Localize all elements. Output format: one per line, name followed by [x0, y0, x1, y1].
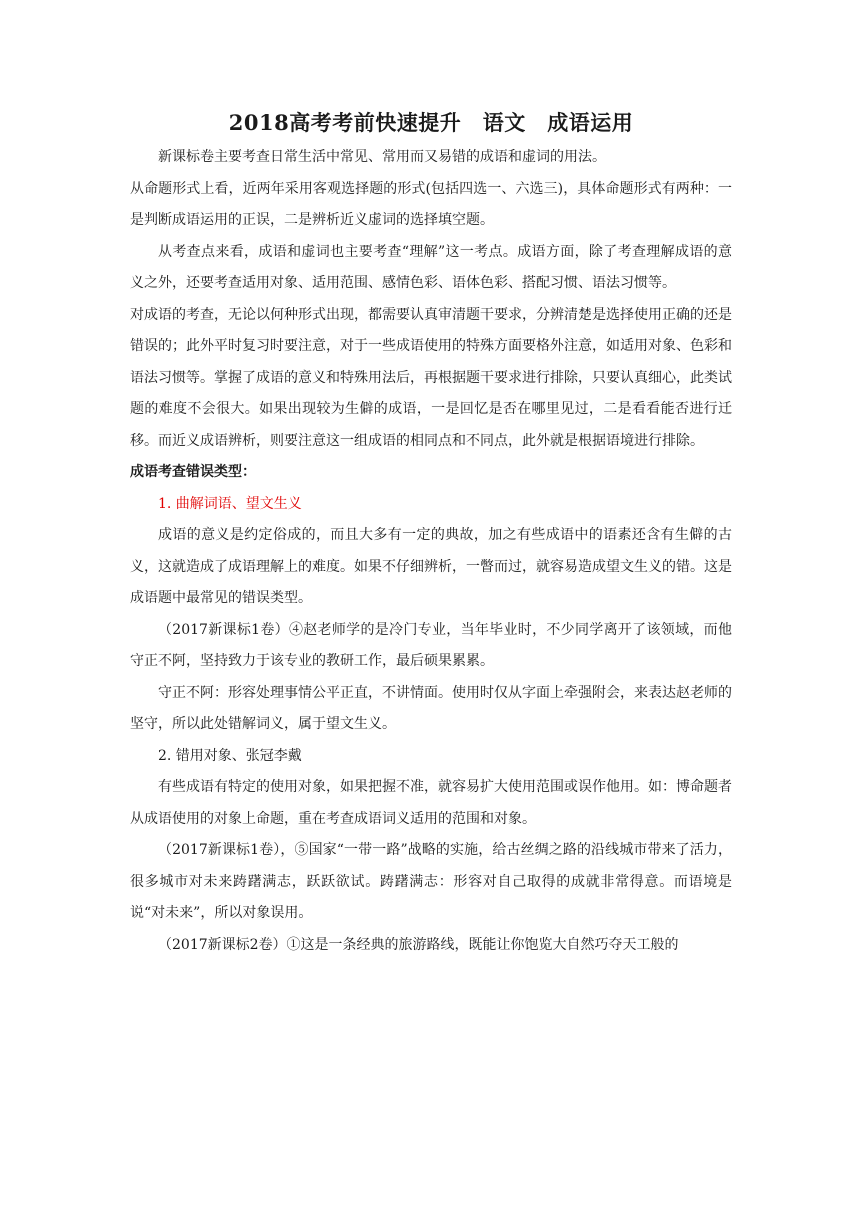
example-2017-national-2: （2017新课标2卷）①这是一条经典的旅游路线，既能让你饱览大自然巧夺天工般的 — [158, 936, 679, 953]
test-point-paragraph: 从考查点来看，成语和虚词也主要考查“理解”这一考点。成语方面，除了考查理解成语的意义之外，还要考查适用对象、适用范围、感情色彩、语体色彩、搭配习惯、语法习惯等。 — [130, 243, 732, 291]
example-analysis-a: 守正不阿：形容处理事情公平正直，不讲情面。使用时仅从字面上牵强附会，来表达赵老师的坚守，所以此处错解词义，属于望文生义。 — [130, 684, 732, 732]
section-heading-misinterpretation: 1. 曲解词语、望文生义 — [158, 495, 302, 512]
section-heading-wrong-object: 2. 错用对象、张冠李戴 — [158, 747, 302, 764]
error-types-heading: 成语考查错误类型： — [130, 464, 256, 480]
example-2017-national-1-b: （2017新课标1卷），⑤国家“一带一路”战略的实施，给古丝绸之路的沿线城市带来了活力，很多城市对未来踌躇满志，跃跃欲试。踌躇满志：形容对自己取得的成就非常得意。而语境是说“对未来”，所以对象误用。 — [130, 842, 732, 921]
strategy-paragraph: 对成语的考查，无论以何种形式出现，都需要认真审清题干要求，分辨清楚是选择使用正确的还是错误的；此外平时复习时要注意，对于一些成语使用的特殊方面要格外注意，如适用对象、色彩和语法习惯等。掌握了成语的意义和特殊用法后，再根据题干要求进行排除，只要认真细心，此类试题的难度不会很大。如果出现较为生僻的成语，一是回忆是否在哪里见过，二是看看能否进行迁移。而近义成语辨析，则要注意这一组成语的相同点和不同点，此外就是根据语境进行排除。 — [130, 306, 732, 449]
misinterpretation-explanation: 成语的意义是约定俗成的，而且大多有一定的典故，加之有些成语中的语素还含有生僻的古义，这就造成了成语理解上的难度。如果不仔细辨析，一瞥而过，就容易造成望文生义的错。这是成语题中最常见的错误类型。 — [130, 527, 732, 606]
question-form-paragraph: 从命题形式上看，近两年采用客观选择题的形式(包括四选一、六选三)，具体命题形式有两种：一是判断成语运用的正误，二是辨析近义虚词的选择填空题。 — [130, 180, 732, 228]
document-body — [130, 108, 732, 961]
page-title: 2018高考考前快速提升 语文 成语运用 — [228, 110, 634, 135]
wrong-object-explanation: 有些成语有特定的使用对象，如果把握不准，就容易扩大使用范围或误作他用。如：博命题者从成语使用的对象上命题，重在考查成语词义适用的范围和对象。 — [130, 779, 732, 827]
intro-paragraph: 新课标卷主要考查日常生活中常见、常用而又易错的成语和虚词的用法。 — [158, 149, 606, 165]
example-2017-national-1-a: （2017新课标1卷）④赵老师学的是冷门专业，当年毕业时，不少同学离开了该领域，而他守正不阿，坚持致力于该专业的教研工作，最后硕果累累。 — [130, 621, 732, 669]
